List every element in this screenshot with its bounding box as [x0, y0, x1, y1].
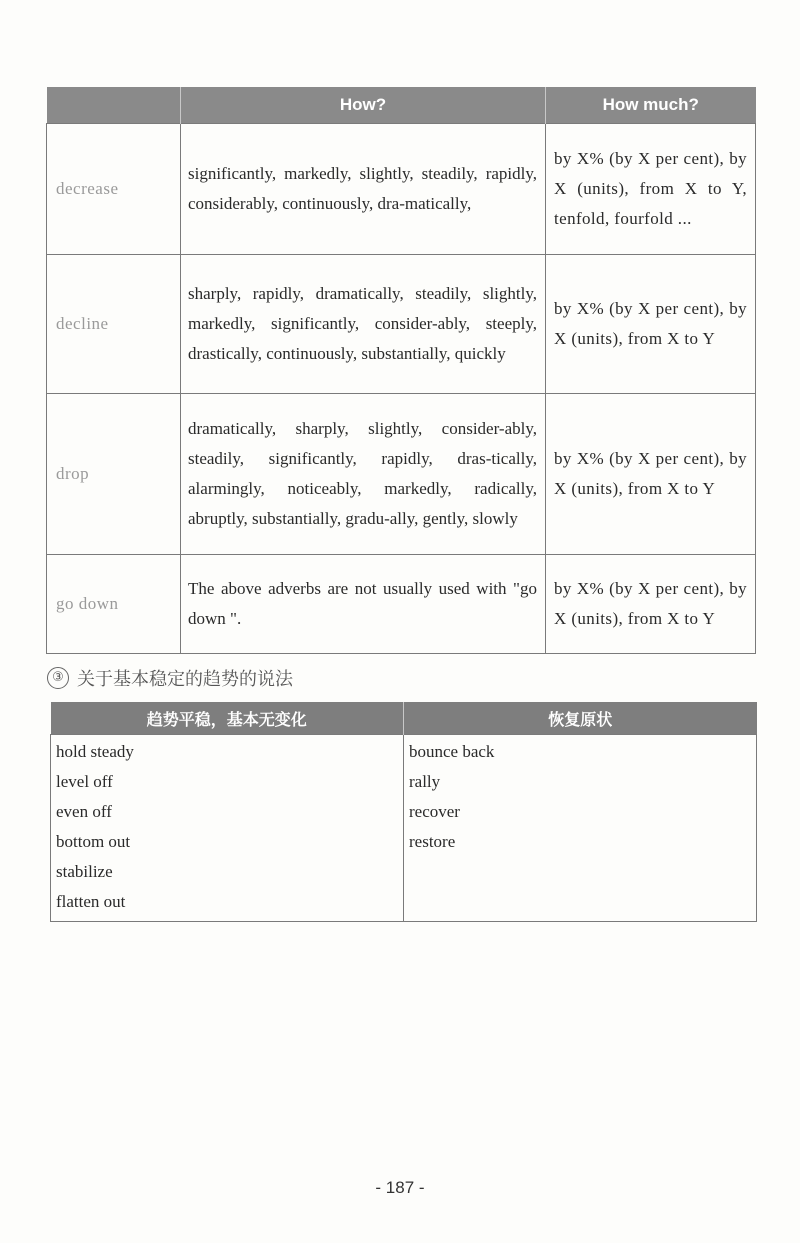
list-item: level off [56, 772, 113, 791]
list-item: even off [56, 802, 112, 821]
header-steady: 趋势平稳，基本无变化 [51, 702, 404, 735]
header-how: How? [181, 87, 546, 124]
circled-number: ③ [47, 667, 69, 689]
table-header-row [51, 702, 757, 735]
row-how: sharply, rapidly, dramatically, steadily, slightly, markedly, significantly, consider-ably, steeply, drastically, continuously, substantially, quickly [181, 255, 546, 394]
table-row [47, 555, 756, 654]
page-number: - 187 - [375, 1178, 425, 1197]
steady-column [51, 735, 404, 922]
list-item: stabilize [56, 862, 113, 881]
row-term: go down [47, 555, 181, 654]
row-term: decline [47, 255, 181, 394]
table-row [47, 124, 756, 255]
list-item: recover [409, 802, 460, 821]
list-item: flatten out [56, 892, 126, 911]
section-title: 关于基本稳定的趋势的说法 [77, 669, 293, 690]
row-how: The above adverbs are not usually used with "go down ". [181, 555, 546, 654]
section-heading [47, 664, 293, 692]
table-header-row [47, 87, 756, 124]
header-term [47, 87, 181, 124]
row-term: drop [47, 394, 181, 555]
row-how: significantly, markedly, slightly, steadily, rapidly, considerably, continuously, dra-matically, [181, 124, 546, 255]
header-recover: 恢复原状 [404, 702, 757, 735]
stable-trends-table [50, 702, 757, 922]
list-item: bottom out [56, 832, 131, 851]
list-item: restore [409, 832, 456, 851]
row-term: decrease [47, 124, 181, 255]
list-item: hold steady [56, 742, 134, 761]
table-row [47, 394, 756, 555]
row-how: dramatically, sharply, slightly, consider-ably, steadily, significantly, rapidly, dras-tically, alarmingly, noticeably, markedly, radically, abruptly, substantially, gradu-ally, gently, slowly [181, 394, 546, 555]
table-row [47, 255, 756, 394]
table-row [51, 735, 757, 922]
recover-column [404, 735, 757, 922]
list-item: rally [409, 772, 441, 791]
list-item: bounce back [409, 742, 495, 761]
row-how-much: by X% (by X per cent), by X (units), from X to Y [546, 255, 756, 394]
header-how-much: How much? [546, 87, 756, 124]
adverbs-table [46, 87, 756, 654]
row-how-much: by X% (by X per cent), by X (units), from X to Y [546, 555, 756, 654]
row-how-much: by X% (by X per cent), by X (units), from X to Y, tenfold, fourfold ... [546, 124, 756, 255]
row-how-much: by X% (by X per cent), by X (units), from X to Y [546, 394, 756, 555]
